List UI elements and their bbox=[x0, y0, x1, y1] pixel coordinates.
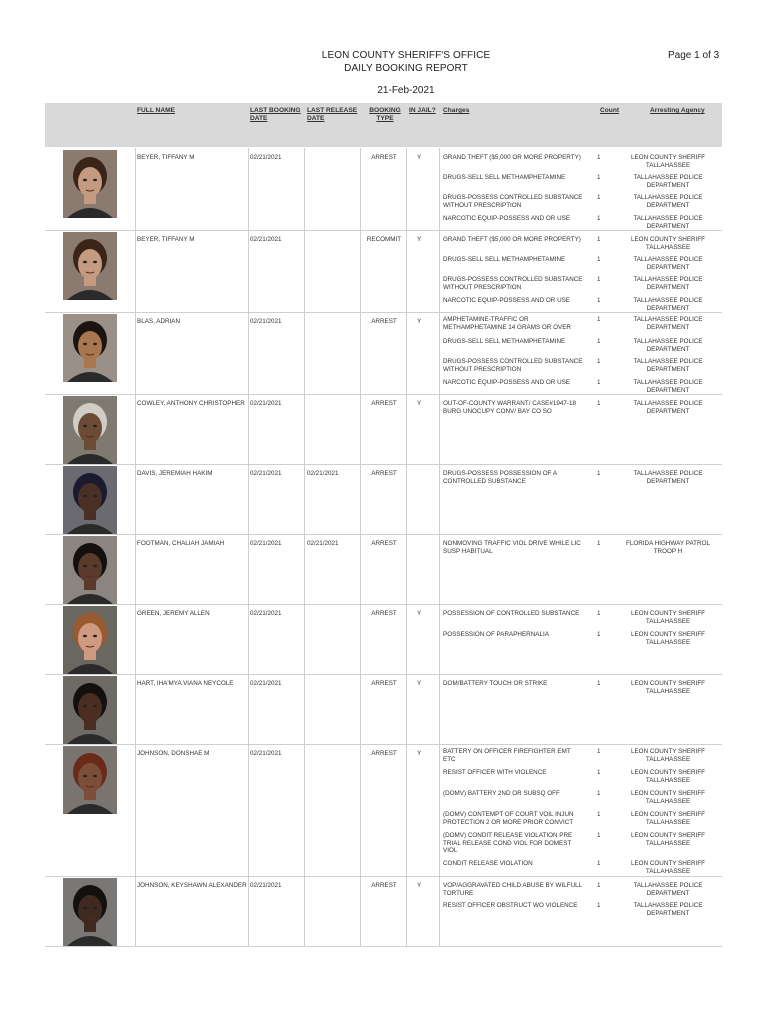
arresting-agency: TALLAHASSEE POLICE DEPARTMENT bbox=[633, 902, 703, 917]
column-divider bbox=[304, 394, 305, 464]
report-header bbox=[0, 49, 768, 75]
charge-count: 1 bbox=[597, 194, 601, 201]
charge-count: 1 bbox=[597, 379, 601, 386]
full-name: BLAS, ADRIAN bbox=[137, 318, 181, 325]
last-booking-date: 02/21/2021 bbox=[250, 750, 282, 757]
full-name: JOHNSON, DONSHAE M bbox=[137, 750, 210, 757]
charge-text: DRUGS-SELL SELL METHAMPHETAMINE bbox=[443, 338, 566, 345]
arresting-agency: TALLAHASSEE POLICE DEPARTMENT bbox=[633, 470, 703, 485]
column-divider bbox=[135, 312, 136, 394]
arresting-agency: LEON COUNTY SHERIFF TALLAHASSEE bbox=[630, 811, 706, 826]
charge-count: 1 bbox=[597, 174, 601, 181]
col-full-name: FULL NAME bbox=[137, 107, 175, 114]
charge-text: NONMOVING TRAFFIC VIOL DRIVE WHILE LIC SUSP HABITUAL bbox=[443, 540, 581, 555]
charge-count: 1 bbox=[597, 790, 601, 797]
charge-text: RESIST OFFICER OBSTRUCT WO VIOLENCE bbox=[443, 902, 578, 909]
charge-text: POSSESSION OF CONTROLLED SUBSTANCE bbox=[443, 610, 580, 617]
full-name: BEYER, TIFFANY M bbox=[137, 154, 195, 161]
charge-text: AMPHETAMINE-TRAFFIC OR METHAMPHETAMINE 14 GRAMS OR OVER bbox=[443, 316, 571, 331]
table-row bbox=[45, 674, 722, 745]
booking-type: RECOMMIT bbox=[366, 236, 402, 243]
full-name: HART, IHA'MYA VIANA NEYCOLE bbox=[137, 680, 234, 687]
arresting-agency: TALLAHASSEE POLICE DEPARTMENT bbox=[633, 256, 703, 271]
in-jail: Y bbox=[417, 318, 422, 325]
booking-type: ARREST bbox=[371, 882, 397, 889]
column-divider bbox=[135, 876, 136, 946]
booking-type: ARREST bbox=[371, 154, 397, 161]
booking-type: ARREST bbox=[371, 470, 397, 477]
column-divider bbox=[304, 876, 305, 946]
arresting-agency: TALLAHASSEE POLICE DEPARTMENT bbox=[633, 316, 703, 331]
column-divider bbox=[360, 394, 361, 464]
last-booking-date: 02/21/2021 bbox=[250, 318, 282, 325]
last-booking-date: 02/21/2021 bbox=[250, 400, 282, 407]
arresting-agency: FLORIDA HIGHWAY PATROL TROOP H bbox=[626, 540, 710, 555]
col-last-release-date: LAST RELEASE DATE bbox=[307, 107, 358, 122]
column-divider bbox=[406, 744, 407, 876]
charge-count: 1 bbox=[597, 680, 601, 687]
column-divider bbox=[135, 464, 136, 534]
in-jail: Y bbox=[417, 680, 422, 687]
col-booking-type: BOOKING TYPE bbox=[369, 107, 401, 122]
table-row bbox=[45, 604, 722, 675]
column-divider bbox=[304, 744, 305, 876]
column-divider bbox=[406, 604, 407, 674]
col-in-jail: IN JAIL? bbox=[409, 107, 436, 114]
column-divider bbox=[248, 148, 249, 230]
charge-text: BATTERY ON OFFICER FIREFIGHTER EMT ETC bbox=[443, 748, 571, 763]
table-row bbox=[45, 464, 722, 535]
column-divider bbox=[406, 534, 407, 604]
mugshot-photo bbox=[63, 878, 117, 946]
table-row bbox=[45, 876, 722, 947]
col-arresting-agency: Arresting Agency bbox=[650, 107, 705, 114]
in-jail: Y bbox=[417, 236, 422, 243]
column-divider bbox=[406, 876, 407, 946]
mugshot-photo bbox=[63, 466, 117, 534]
mugshot-photo bbox=[63, 746, 117, 814]
arresting-agency: TALLAHASSEE POLICE DEPARTMENT bbox=[633, 276, 703, 291]
column-divider bbox=[135, 604, 136, 674]
column-divider bbox=[406, 464, 407, 534]
column-divider bbox=[360, 604, 361, 674]
charge-count: 1 bbox=[597, 358, 601, 365]
column-divider bbox=[360, 534, 361, 604]
table-row bbox=[45, 394, 722, 465]
column-divider bbox=[135, 394, 136, 464]
charge-count: 1 bbox=[597, 256, 601, 263]
last-booking-date: 02/21/2021 bbox=[250, 540, 282, 547]
arresting-agency: LEON COUNTY SHERIFF TALLAHASSEE bbox=[630, 680, 706, 695]
charge-text: (DOMV) CONDIT RELEASE VIOLATION PRE TRIAL RELEASE COND VIOL FOR DOMEST VIOL bbox=[443, 832, 573, 854]
last-booking-date: 02/21/2021 bbox=[250, 882, 282, 889]
column-divider bbox=[248, 744, 249, 876]
in-jail: Y bbox=[417, 154, 422, 161]
charge-text: NARCOTIC EQUIP-POSSESS AND OR USE bbox=[443, 297, 571, 304]
full-name: BEYER, TIFFANY M bbox=[137, 236, 195, 243]
column-divider bbox=[439, 148, 440, 230]
in-jail: Y bbox=[417, 610, 422, 617]
col-last-booking-date: LAST BOOKING DATE bbox=[250, 107, 301, 122]
column-divider bbox=[406, 230, 407, 312]
charge-text: DRUGS-SELL SELL METHAMPHETAMINE bbox=[443, 256, 566, 263]
charge-text: DRUGS-POSSESS CONTROLLED SUBSTANCE WITHOUT PRESCRIPTION bbox=[443, 358, 583, 373]
charge-count: 1 bbox=[597, 631, 601, 638]
charge-count: 1 bbox=[597, 860, 601, 867]
column-divider bbox=[304, 604, 305, 674]
report-date: 21-Feb-2021 bbox=[377, 85, 435, 96]
charge-count: 1 bbox=[597, 769, 601, 776]
full-name: COWLEY, ANTHONY CHRISTOPHER bbox=[137, 400, 245, 407]
charge-count: 1 bbox=[597, 276, 601, 283]
charge-text: GRAND THEFT ($5,000 OR MORE PROPERTY) bbox=[443, 236, 581, 243]
charge-count: 1 bbox=[597, 215, 601, 222]
column-divider bbox=[439, 876, 440, 946]
last-booking-date: 02/21/2021 bbox=[250, 610, 282, 617]
arresting-agency: LEON COUNTY SHERIFF TALLAHASSEE bbox=[630, 154, 706, 169]
table-row bbox=[45, 230, 722, 313]
arresting-agency: LEON COUNTY SHERIFF TALLAHASSEE bbox=[630, 631, 706, 646]
column-divider bbox=[360, 744, 361, 876]
arresting-agency: TALLAHASSEE POLICE DEPARTMENT bbox=[633, 297, 703, 312]
mugshot-photo bbox=[63, 314, 117, 382]
charge-text: OUT-OF-COUNTY WARRANT/ CASE#1947-18 BURG UNOCUPY CONV/ BAY CO SO bbox=[443, 400, 576, 415]
booking-type: ARREST bbox=[371, 400, 397, 407]
column-divider bbox=[304, 230, 305, 312]
charge-count: 1 bbox=[597, 811, 601, 818]
column-divider bbox=[248, 604, 249, 674]
charge-count: 1 bbox=[597, 902, 601, 909]
full-name: FOOTMAN, CHALIAH JAMIAH bbox=[137, 540, 225, 547]
column-divider bbox=[439, 674, 440, 744]
column-divider bbox=[439, 464, 440, 534]
column-divider bbox=[248, 534, 249, 604]
last-booking-date: 02/21/2021 bbox=[250, 236, 282, 243]
arresting-agency: TALLAHASSEE POLICE DEPARTMENT bbox=[633, 174, 703, 189]
column-divider bbox=[439, 744, 440, 876]
last-release-date: 02/21/2021 bbox=[307, 470, 339, 477]
column-divider bbox=[439, 534, 440, 604]
booking-type: ARREST bbox=[371, 750, 397, 757]
arresting-agency: LEON COUNTY SHERIFF TALLAHASSEE bbox=[630, 832, 706, 847]
charge-text: NARCOTIC EQUIP-POSSESS AND OR USE bbox=[443, 215, 571, 222]
column-divider bbox=[248, 230, 249, 312]
column-divider bbox=[406, 394, 407, 464]
column-divider bbox=[360, 674, 361, 744]
mugshot-photo bbox=[63, 606, 117, 674]
arresting-agency: LEON COUNTY SHERIFF TALLAHASSEE bbox=[630, 769, 706, 784]
booking-type: ARREST bbox=[371, 318, 397, 325]
charge-count: 1 bbox=[597, 236, 601, 243]
charge-count: 1 bbox=[597, 297, 601, 304]
charge-count: 1 bbox=[597, 316, 601, 323]
arresting-agency: TALLAHASSEE POLICE DEPARTMENT bbox=[633, 882, 703, 897]
column-divider bbox=[304, 148, 305, 230]
column-divider bbox=[360, 230, 361, 312]
full-name: GREEN, JEREMY ALLEN bbox=[137, 610, 210, 617]
column-divider bbox=[248, 394, 249, 464]
charge-text: DRUGS-POSSESS CONTROLLED SUBSTANCE WITHOUT PRESCRIPTION bbox=[443, 276, 583, 291]
charge-text: GRAND THEFT ($5,000 OR MORE PROPERTY) bbox=[443, 154, 581, 161]
column-divider bbox=[304, 674, 305, 744]
charge-count: 1 bbox=[597, 748, 601, 755]
page-number: Page 1 of 3 bbox=[668, 50, 720, 61]
column-divider bbox=[439, 230, 440, 312]
mugshot-photo bbox=[63, 536, 117, 604]
arresting-agency: LEON COUNTY SHERIFF TALLAHASSEE bbox=[630, 790, 706, 805]
column-divider bbox=[360, 148, 361, 230]
charge-text: (DOMV) CONTEMPT OF COURT VOIL INJUN PROTECTION 2 OR MORE PRIOR CONVICT bbox=[443, 811, 574, 826]
charge-text: RESIST OFFICER WITH VIOLENCE bbox=[443, 769, 547, 776]
charge-text: CONDIT RELEASE VIOLATION bbox=[443, 860, 533, 867]
charge-text: POSSESSION OF PARAPHERNALIA bbox=[443, 631, 549, 638]
mugshot-photo bbox=[63, 676, 117, 744]
in-jail: Y bbox=[417, 882, 422, 889]
column-divider bbox=[360, 312, 361, 394]
charge-text: NARCOTIC EQUIP-POSSESS AND OR USE bbox=[443, 379, 571, 386]
column-divider bbox=[248, 674, 249, 744]
column-divider bbox=[360, 876, 361, 946]
charge-count: 1 bbox=[597, 154, 601, 161]
column-divider bbox=[406, 674, 407, 744]
booking-type: ARREST bbox=[371, 540, 397, 547]
charge-text: DRUGS-POSSESS POSSESSION OF A CONTROLLED SUBSTANCE bbox=[443, 470, 557, 485]
table-header bbox=[45, 103, 722, 147]
arresting-agency: LEON COUNTY SHERIFF TALLAHASSEE bbox=[630, 236, 706, 251]
mugshot-photo bbox=[63, 150, 117, 218]
arresting-agency: LEON COUNTY SHERIFF TALLAHASSEE bbox=[630, 610, 706, 625]
charge-text: (DOMV) BATTERY 2ND OR SUBSQ OFF bbox=[443, 790, 560, 797]
charge-text: DOM/BATTERY TOUCH OR STRIKE bbox=[443, 680, 548, 687]
charge-text: DRUGS-POSSESS CONTROLLED SUBSTANCE WITHOUT PRESCRIPTION bbox=[443, 194, 583, 209]
column-divider bbox=[439, 312, 440, 394]
charge-count: 1 bbox=[597, 338, 601, 345]
col-count: Count bbox=[600, 107, 620, 114]
column-divider bbox=[304, 464, 305, 534]
in-jail: Y bbox=[417, 750, 422, 757]
charge-text: VOP/AGGRAVATED CHILD ABUSE BY WILFULL TORTURE bbox=[443, 882, 582, 897]
arresting-agency: TALLAHASSEE POLICE DEPARTMENT bbox=[633, 400, 703, 415]
charge-count: 1 bbox=[597, 832, 601, 839]
column-divider bbox=[135, 148, 136, 230]
column-divider bbox=[135, 534, 136, 604]
table-row bbox=[45, 534, 722, 605]
office-name: LEON COUNTY SHERIFF'S OFFICE bbox=[321, 50, 491, 61]
column-divider bbox=[360, 464, 361, 534]
table-row bbox=[45, 744, 722, 877]
mugshot-photo bbox=[63, 396, 117, 464]
column-divider bbox=[248, 876, 249, 946]
column-divider bbox=[406, 148, 407, 230]
column-divider bbox=[304, 312, 305, 394]
last-release-date: 02/21/2021 bbox=[307, 540, 339, 547]
charge-count: 1 bbox=[597, 540, 601, 547]
column-divider bbox=[439, 394, 440, 464]
charge-count: 1 bbox=[597, 400, 601, 407]
column-divider bbox=[248, 464, 249, 534]
column-divider bbox=[304, 534, 305, 604]
column-divider bbox=[406, 312, 407, 394]
mugshot-photo bbox=[63, 232, 117, 300]
charge-count: 1 bbox=[597, 882, 601, 889]
arresting-agency: TALLAHASSEE POLICE DEPARTMENT bbox=[633, 338, 703, 353]
column-divider bbox=[248, 312, 249, 394]
booking-type: ARREST bbox=[371, 610, 397, 617]
last-booking-date: 02/21/2021 bbox=[250, 154, 282, 161]
table-row bbox=[45, 148, 722, 231]
arresting-agency: TALLAHASSEE POLICE DEPARTMENT bbox=[633, 194, 703, 209]
full-name: DAVIS, JEREMIAH HAKIM bbox=[137, 470, 213, 477]
arresting-agency: TALLAHASSEE POLICE DEPARTMENT bbox=[633, 379, 703, 394]
charge-count: 1 bbox=[597, 610, 601, 617]
column-divider bbox=[439, 604, 440, 674]
arresting-agency: LEON COUNTY SHERIFF TALLAHASSEE bbox=[630, 748, 706, 763]
arresting-agency: TALLAHASSEE POLICE DEPARTMENT bbox=[633, 215, 703, 230]
full-name: JOHNSON, KEYSHAWN ALEXANDER bbox=[137, 882, 247, 889]
arresting-agency: TALLAHASSEE POLICE DEPARTMENT bbox=[633, 358, 703, 373]
table-row bbox=[45, 312, 722, 395]
report-title: DAILY BOOKING REPORT bbox=[344, 63, 468, 74]
column-divider bbox=[135, 230, 136, 312]
last-booking-date: 02/21/2021 bbox=[250, 680, 282, 687]
column-divider bbox=[135, 744, 136, 876]
booking-type: ARREST bbox=[371, 680, 397, 687]
arresting-agency: LEON COUNTY SHERIFF TALLAHASSEE bbox=[630, 860, 706, 875]
charge-text: DRUGS-SELL SELL METHAMPHETAMINE bbox=[443, 174, 566, 181]
last-booking-date: 02/21/2021 bbox=[250, 470, 282, 477]
col-charges: Charges bbox=[443, 107, 470, 114]
column-divider bbox=[135, 674, 136, 744]
in-jail: Y bbox=[417, 400, 422, 407]
charge-count: 1 bbox=[597, 470, 601, 477]
